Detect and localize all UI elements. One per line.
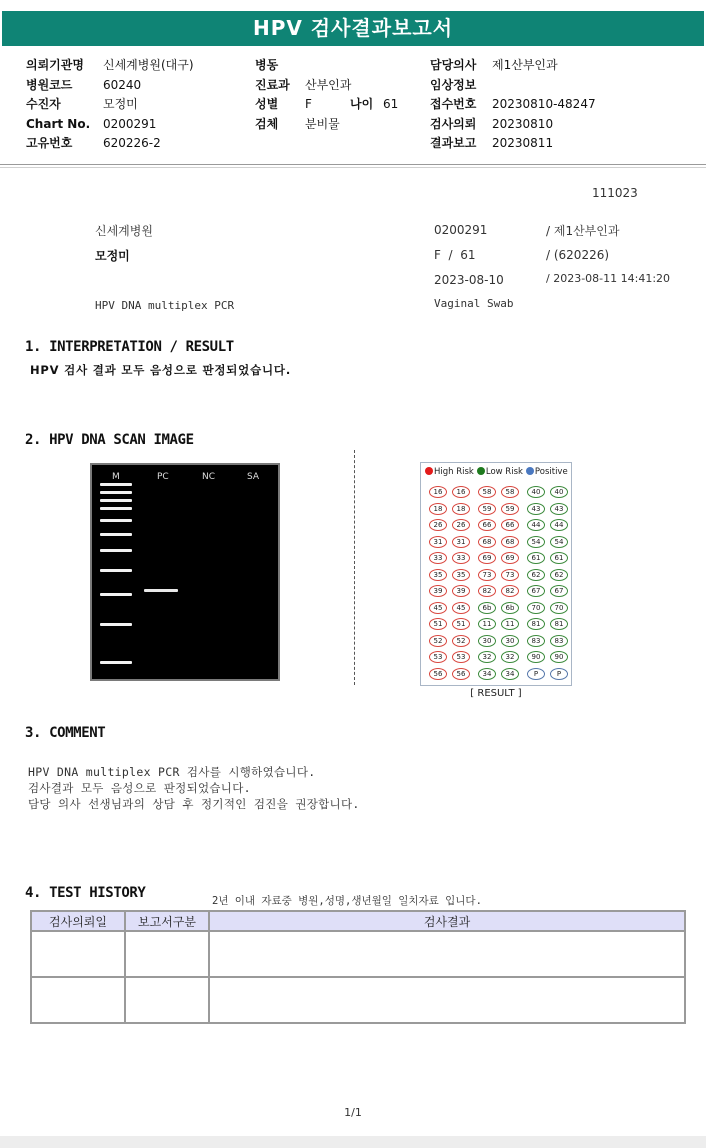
header-col1-values [103, 58, 194, 156]
info-dept: / 제1산부인과 [546, 224, 620, 238]
chip-probe-90: 90 [550, 651, 568, 663]
gel-lane-label-nc: NC [202, 472, 216, 482]
value-request-date: 20230810 [492, 116, 554, 131]
chip-probe-26: 26 [452, 519, 470, 531]
label-age: 나이 [350, 97, 374, 111]
header-col3 [430, 58, 476, 156]
info-patient-name: 모정미 [95, 249, 130, 263]
chip-probe-11: 11 [478, 618, 496, 630]
chip-probe-70: 70 [527, 602, 545, 614]
label-unique-no: 고유번호 [26, 136, 73, 150]
chip-probe-11: 11 [501, 618, 519, 630]
info-test-name: HPV DNA multiplex PCR [95, 299, 235, 312]
chip-probe-16: 16 [429, 486, 447, 498]
chip-probe-59: 59 [478, 503, 496, 515]
chip-probe-51: 51 [429, 618, 447, 630]
chip-probe-83: 83 [550, 635, 568, 647]
chip-probe-33: 33 [452, 552, 470, 564]
value-department: 산부인과 [305, 77, 352, 92]
table-cell [31, 931, 125, 977]
chip-probe-30: 30 [501, 635, 519, 647]
table-cell [31, 977, 125, 1023]
label-hospital-code: 병원코드 [26, 77, 73, 92]
chip-probe-39: 39 [429, 585, 447, 597]
label-ward: 병동 [255, 58, 279, 72]
chip-probe-61: 61 [527, 552, 545, 564]
chip-probe-31: 31 [452, 536, 470, 548]
chip-probe-82: 82 [478, 585, 496, 597]
legend-dot-icon [477, 467, 485, 475]
pc-band [144, 589, 178, 592]
chip-probe-44: 44 [527, 519, 545, 531]
value-specimen: 분비물 [305, 116, 340, 131]
header-col2-values [305, 58, 351, 136]
chip-probe-61: 61 [550, 552, 568, 564]
gel-electrophoresis-image [90, 463, 280, 681]
table-header-row [31, 911, 685, 931]
test-history-table [30, 910, 686, 1024]
marker-band [100, 593, 132, 596]
chip-probe-43: 43 [550, 503, 568, 515]
chip-probe-40: 40 [527, 486, 545, 498]
value-requesting-org: 신세계병원(대구) [103, 58, 194, 72]
chip-probe-68: 68 [501, 536, 519, 548]
label-specimen: 검체 [255, 116, 279, 131]
header-col2 [255, 58, 290, 136]
chip-probe-58: 58 [478, 486, 496, 498]
chip-probe-68: 68 [478, 536, 496, 548]
chip-probe-52: 52 [452, 635, 470, 647]
comment-line-3: 담당 의사 선생님과의 상담 후 정기적인 검진을 권장합니다. [28, 797, 360, 811]
chip-probe-45: 45 [452, 602, 470, 614]
marker-band [100, 623, 132, 626]
chip-probe-6b: 6b [501, 602, 519, 614]
chip-probe-32: 32 [478, 651, 496, 663]
interpretation-result: HPV 검사 결과 모두 음성으로 판정되었습니다. [30, 363, 291, 377]
comment-line-1: HPV DNA multiplex PCR 검사를 시행하였습니다. [28, 765, 316, 779]
chip-probe-81: 81 [550, 618, 568, 630]
col-header-request-date: 검사의뢰일 [31, 911, 125, 931]
section-interpretation-title: 1. INTERPRETATION / RESULT [25, 339, 234, 355]
chip-probe-26: 26 [429, 519, 447, 531]
header-divider [0, 164, 706, 165]
chip-probe-59: 59 [501, 503, 519, 515]
marker-band [100, 483, 132, 486]
chip-probe-56: 56 [429, 668, 447, 680]
info-report-datetime: / 2023-08-11 14:41:20 [546, 272, 671, 285]
chip-probe-45: 45 [429, 602, 447, 614]
value-doctor: 제1산부인과 [492, 58, 558, 72]
marker-band [100, 661, 132, 664]
chip-probe-81: 81 [527, 618, 545, 630]
chip-probe-67: 67 [527, 585, 545, 597]
info-sex-age: F / 61 [434, 248, 476, 262]
page-number: 1/1 [344, 1106, 362, 1119]
report-title: HPV 검사결과보고서 [252, 16, 454, 40]
legend-label: High Risk [434, 467, 474, 477]
table-row [31, 931, 685, 977]
col-header-report-type: 보고서구분 [125, 911, 209, 931]
chip-probe-73: 73 [501, 569, 519, 581]
marker-band [100, 549, 132, 552]
chip-probe-43: 43 [527, 503, 545, 515]
marker-band [100, 519, 132, 522]
chip-result-label: [ RESULT ] [470, 688, 522, 699]
chip-probe-54: 54 [527, 536, 545, 548]
value-ward [305, 58, 351, 78]
chip-probe-16: 16 [452, 486, 470, 498]
section-test-history-title: 4. TEST HISTORY [25, 885, 146, 901]
chip-probe-31: 31 [429, 536, 447, 548]
chip-probe-52: 52 [429, 635, 447, 647]
header-age [350, 97, 398, 111]
legend-dot-icon [425, 467, 433, 475]
marker-band [100, 499, 132, 502]
chip-probe-56: 56 [452, 668, 470, 680]
section-comment-title: 3. COMMENT [25, 725, 106, 741]
image-divider [354, 450, 355, 685]
value-sex: F [305, 97, 312, 111]
label-sex: 성별 [255, 97, 279, 111]
header-col1 [26, 58, 90, 156]
footer-bar [0, 1136, 706, 1148]
label-doctor: 담당의사 [430, 58, 477, 72]
chip-probe-35: 35 [429, 569, 447, 581]
chip-probe-58: 58 [501, 486, 519, 498]
gel-lane-label-pc: PC [157, 472, 169, 482]
chip-probe-P: P [550, 668, 568, 680]
chip-probe-32: 32 [501, 651, 519, 663]
label-requesting-org: 의뢰기관명 [26, 58, 84, 72]
chip-probe-35: 35 [452, 569, 470, 581]
gel-lane-label-m: M [112, 472, 120, 482]
chip-probe-44: 44 [550, 519, 568, 531]
chip-probe-40: 40 [550, 486, 568, 498]
header-col3-values [492, 58, 596, 156]
report-title-banner [2, 11, 704, 46]
table-cell [209, 931, 685, 977]
col-header-result: 검사결과 [209, 911, 685, 931]
chip-probe-18: 18 [452, 503, 470, 515]
chip-probe-34: 34 [501, 668, 519, 680]
value-receipt-no: 20230810-48247 [492, 97, 596, 111]
label-department: 진료과 [255, 77, 290, 92]
chip-probe-34: 34 [478, 668, 496, 680]
legend-label: Low Risk [485, 467, 523, 477]
info-hospital: 신세계병원 [95, 224, 153, 238]
chip-probe-33: 33 [429, 552, 447, 564]
chip-probe-66: 66 [501, 519, 519, 531]
legend-dot-icon [526, 467, 534, 475]
value-clinical-info [492, 78, 596, 98]
value-hospital-code: 60240 [103, 77, 142, 92]
info-chart-no: 0200291 [434, 223, 488, 237]
value-unique-no: 620226-2 [103, 136, 161, 150]
hpv-chip-result-image [420, 462, 572, 686]
table-row [31, 977, 685, 1023]
chip-probe-69: 69 [501, 552, 519, 564]
label-receipt-no: 접수번호 [430, 97, 477, 111]
chip-probe-62: 62 [527, 569, 545, 581]
value-patient: 모정미 [103, 97, 138, 111]
chip-probe-54: 54 [550, 536, 568, 548]
label-clinical-info: 임상정보 [430, 77, 477, 92]
chip-probe-90: 90 [527, 651, 545, 663]
chip-probe-62: 62 [550, 569, 568, 581]
legend-label: Positive [534, 467, 568, 477]
info-request-date: 2023-08-10 [434, 273, 504, 287]
chip-probe-53: 53 [429, 651, 447, 663]
marker-band [100, 569, 132, 572]
gel-lane-label-sa: SA [247, 472, 260, 482]
label-patient: 수진자 [26, 97, 61, 111]
report-code: 111023 [592, 186, 638, 200]
chip-probe-82: 82 [501, 585, 519, 597]
chip-probe-P: P [527, 668, 545, 680]
comment-line-2: 검사결과 모두 음성으로 판정되었습니다. [28, 781, 251, 795]
chip-probe-18: 18 [429, 503, 447, 515]
value-age: 61 [383, 97, 399, 111]
chip-probe-6b: 6b [478, 602, 496, 614]
chip-probe-67: 67 [550, 585, 568, 597]
chip-probe-83: 83 [527, 635, 545, 647]
chip-probe-73: 73 [478, 569, 496, 581]
marker-band [100, 491, 132, 494]
chip-probe-70: 70 [550, 602, 568, 614]
value-chart-no: 0200291 [103, 116, 157, 131]
chip-probe-39: 39 [452, 585, 470, 597]
chip-probe-66: 66 [478, 519, 496, 531]
test-history-note: 2년 이내 자료중 병원,성명,생년월일 일치자료 입니다. [212, 895, 482, 907]
chip-legend [425, 467, 571, 477]
info-specimen: Vaginal Swab [434, 297, 514, 310]
section-scan-image-title: 2. HPV DNA SCAN IMAGE [25, 432, 194, 448]
chip-probe-69: 69 [478, 552, 496, 564]
label-request-date: 검사의뢰 [430, 116, 477, 131]
value-report-date: 20230811 [492, 136, 554, 150]
chip-probe-51: 51 [452, 618, 470, 630]
table-cell [209, 977, 685, 1023]
marker-band [100, 507, 132, 510]
label-report-date: 결과보고 [430, 136, 477, 150]
chip-probe-53: 53 [452, 651, 470, 663]
header-divider-shadow [0, 167, 706, 168]
info-unique-id: / (620226) [546, 248, 610, 262]
table-cell [125, 977, 209, 1023]
table-cell [125, 931, 209, 977]
label-chart-no: Chart No. [26, 116, 91, 131]
chip-probe-30: 30 [478, 635, 496, 647]
marker-band [100, 533, 132, 536]
